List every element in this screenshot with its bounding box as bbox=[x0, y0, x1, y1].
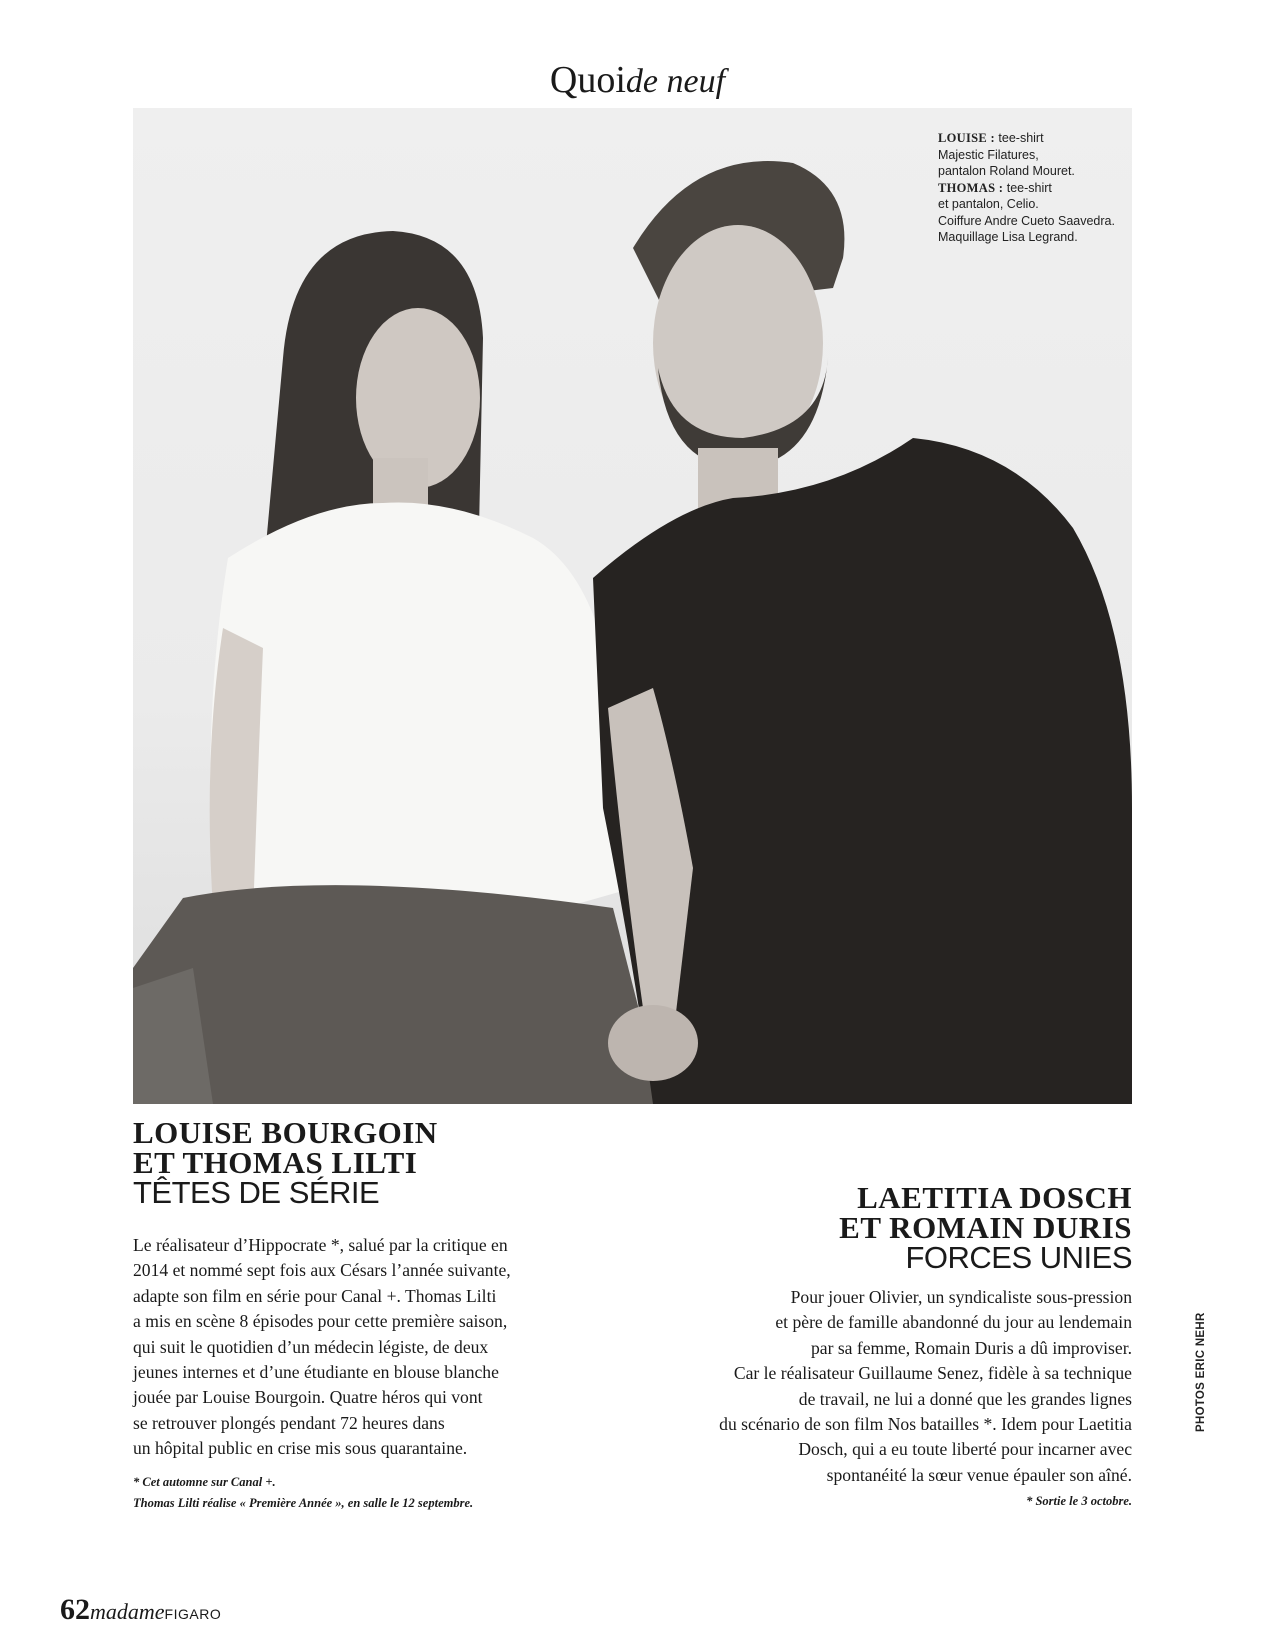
credit-line: pantalon Roland Mouret. bbox=[938, 164, 1075, 178]
credit-line: Maquillage Lisa Legrand. bbox=[938, 230, 1078, 244]
left-title-line-2: ET THOMAS LILTI bbox=[133, 1145, 418, 1180]
credit-line: et pantalon, Celio. bbox=[938, 197, 1039, 211]
body-line: Car le réalisateur Guillaume Senez, fidèle à sa technique bbox=[733, 1363, 1132, 1384]
body-line: Pour jouer Olivier, un syndicaliste sous-pression bbox=[790, 1287, 1132, 1307]
credit-line: LOUISE : tee-shirt bbox=[938, 131, 1044, 145]
body-line: par sa femme, Romain Duris a dû improviser. bbox=[810, 1337, 1132, 1358]
right-subtitle: FORCES UNIES bbox=[905, 1240, 1132, 1275]
body-line: se retrouver plongés pendant 72 heures dans bbox=[133, 1412, 445, 1433]
left-title-line-1: LOUISE BOURGOIN bbox=[133, 1115, 438, 1150]
footnote: * Cet automne sur Canal +. bbox=[133, 1475, 276, 1489]
right-title-line-2: ET ROMAIN DURIS bbox=[839, 1210, 1132, 1245]
right-article-footnote: * Sortie le 3 octobre. bbox=[1026, 1494, 1132, 1508]
magazine-name: madame bbox=[90, 1599, 165, 1624]
left-article-body bbox=[133, 1233, 573, 1462]
body-line: jeunes internes et d’une étudiante en blouse blanche bbox=[133, 1362, 499, 1383]
body-line: du scénario de son film Nos batailles *. Idem pour Laetitia bbox=[719, 1414, 1132, 1435]
page-folio bbox=[60, 1593, 221, 1627]
body-line: Le réalisateur d’Hippocrate *, salué par la critique en bbox=[133, 1235, 508, 1255]
body-line: adapte son film en série pour Canal +. Thomas Lilti bbox=[133, 1285, 497, 1306]
portrait-photo bbox=[133, 108, 1132, 1104]
right-article-body bbox=[662, 1285, 1132, 1488]
left-article-heading bbox=[133, 1115, 438, 1210]
body-line: 2014 et nommé sept fois aux Césars l’année suivante, bbox=[133, 1260, 511, 1281]
left-article-footnotes bbox=[133, 1472, 473, 1514]
section-title-part-2: de neuf bbox=[625, 63, 726, 100]
body-line: qui suit le quotidien d’un médecin légiste, de deux bbox=[133, 1336, 489, 1357]
section-header bbox=[0, 58, 1275, 102]
left-subtitle: TÊTES DE SÉRIE bbox=[133, 1175, 380, 1210]
body-line: un hôpital public en crise mis sous quarantaine. bbox=[133, 1438, 468, 1459]
body-line: Dosch, qui a eu toute liberté pour incarner avec bbox=[798, 1439, 1132, 1460]
body-line: spontanéité la sœur venue épauler son aîné. bbox=[826, 1464, 1132, 1485]
credit-line: Majestic Filatures, bbox=[938, 147, 1039, 162]
body-line: de travail, ne lui a donné que les grandes lignes bbox=[798, 1388, 1132, 1409]
right-article-heading bbox=[839, 1180, 1132, 1275]
right-title-line-1: LAETITIA DOSCH bbox=[857, 1180, 1132, 1215]
fashion-credits bbox=[938, 130, 1128, 246]
credit-line: Coiffure Andre Cueto Saavedra. bbox=[938, 213, 1115, 228]
section-title-part-1: Quoi bbox=[549, 59, 626, 101]
photo-credit: PHOTOS ERIC NEHR bbox=[1195, 1312, 1207, 1432]
body-line: jouée par Louise Bourgoin. Quatre héros qui vont bbox=[133, 1387, 483, 1408]
page-number: 62 bbox=[60, 1593, 90, 1626]
footnote: Thomas Lilti réalise « Première Année », en salle le 12 septembre. bbox=[133, 1496, 474, 1510]
portrait-illustration bbox=[133, 108, 1132, 1104]
body-line: a mis en scène 8 épisodes pour cette première saison, bbox=[133, 1311, 508, 1332]
credit-line: THOMAS : tee-shirt bbox=[938, 180, 1052, 195]
body-line: et père de famille abandonné du jour au lendemain bbox=[775, 1312, 1132, 1333]
magazine-brand: FIGARO bbox=[164, 1606, 222, 1622]
